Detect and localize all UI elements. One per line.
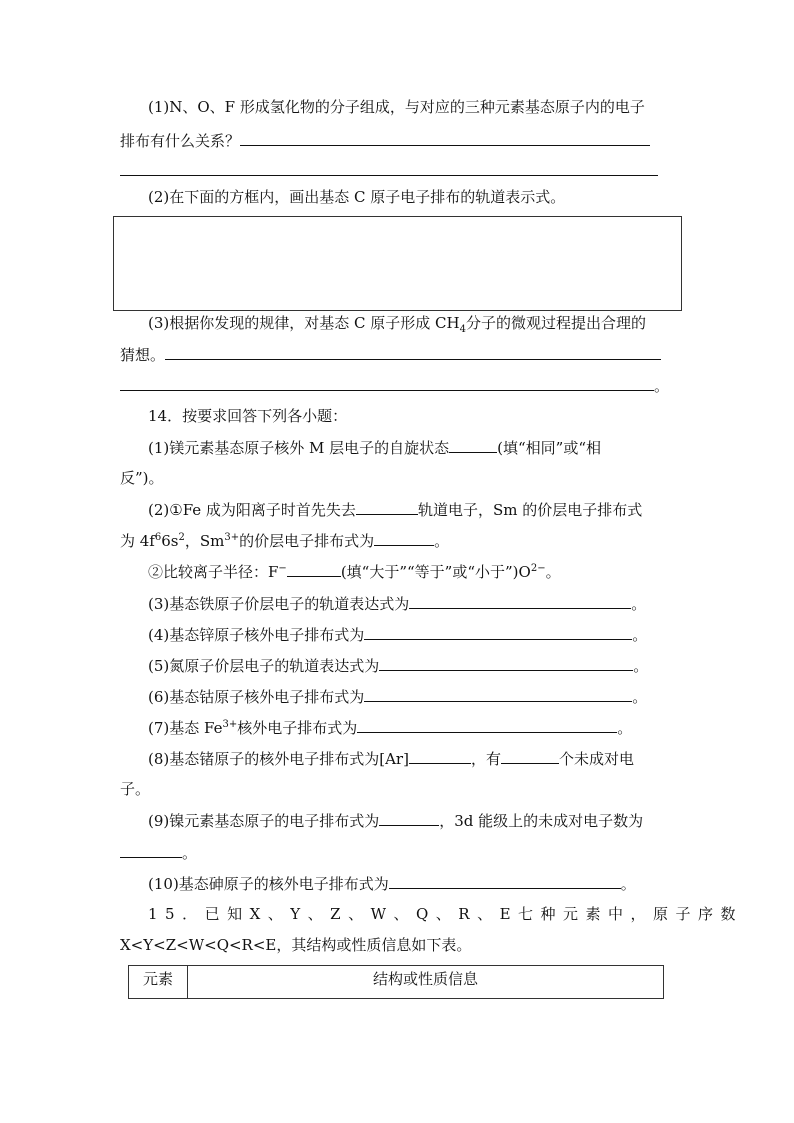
answer-line[interactable] xyxy=(120,175,658,176)
answer-blank[interactable] xyxy=(409,593,631,609)
q14-part2-line1: (2)①Fe 成为阳离子时首先失去 轨道电子，Sm 的价层电子排布式 xyxy=(148,501,643,519)
q13-part2: (2)在下面的方框内，画出基态 C 原子电子排布的轨道表示式。 xyxy=(148,188,566,206)
q14-part2-line2: 为 $4f^66s^2$，$Sm^{3+}$的价层电子排布式为 。 xyxy=(120,532,450,550)
q14-part1-line2: 反”)。 xyxy=(120,469,164,487)
answer-blank[interactable] xyxy=(389,873,621,889)
answer-blank[interactable] xyxy=(357,717,617,733)
table-header-element: 元素 xyxy=(129,966,188,999)
q14-part8-line1: (8)基态锗原子的核外电子排布式为[Ar] ，有 个未成对电 xyxy=(148,750,634,768)
q14-part5: (5)氮原子价层电子的轨道表达式为 。 xyxy=(148,657,649,675)
answer-blank[interactable] xyxy=(240,130,650,146)
q14-part9-line2: 。 xyxy=(120,842,197,863)
answer-blank[interactable] xyxy=(364,686,632,702)
q14-part8-line2: 子。 xyxy=(120,780,151,798)
answer-blank[interactable] xyxy=(364,624,632,640)
q13-part1-line1: (1)N、O、F 形成氢化物的分子组成，与对应的三种元素基态原子内的电子 xyxy=(148,98,645,116)
q13-part3-line3: 。 xyxy=(120,375,669,396)
q15-line2: X<Y<Z<W<Q<R<E，其结构或性质信息如下表。 xyxy=(120,936,472,954)
q14-part6: (6)基态钴原子核外电子排布式为 。 xyxy=(148,688,648,706)
answer-blank[interactable] xyxy=(379,810,439,826)
q13-part3-line1: (3)根据你发现的规律，对基态 C 原子形成 $CH_4$分子的微观过程提出合理的 xyxy=(148,314,646,335)
answer-blank[interactable] xyxy=(501,748,559,764)
q13-part3-line2: 猜想。 xyxy=(120,344,661,365)
q14-title: 14．按要求回答下列各小题： xyxy=(148,407,348,425)
q14-part4: (4)基态锌原子核外电子排布式为 。 xyxy=(148,626,648,644)
answer-blank[interactable] xyxy=(120,375,654,391)
answer-blank[interactable] xyxy=(165,344,661,360)
answer-blank[interactable] xyxy=(449,437,497,453)
table-header-info: 结构或性质信息 xyxy=(188,966,664,999)
q14-part10: (10)基态砷原子的核外电子排布式为 。 xyxy=(148,875,636,893)
q15-line1: 15．已知X、Y、Z、W、Q、R、E七种元素中，原子序数 xyxy=(148,905,744,923)
answer-blank[interactable] xyxy=(409,748,471,764)
q14-part9-line1: (9)镍元素基态原子的电子排布式为 ，3d 能级上的未成对电子数为 xyxy=(148,812,644,830)
q14-part7: (7)基态 $Fe^{3+}$核外电子排布式为 。 xyxy=(148,719,633,737)
answer-blank[interactable] xyxy=(287,561,341,577)
q14-part2-line3: ②比较离子半径：F− (填“大于”“等于”或“小于$”)O^{2-}$。 xyxy=(148,563,561,581)
q14-part3: (3)基态铁原子价层电子的轨道表达式为 。 xyxy=(148,595,647,613)
answer-blank[interactable] xyxy=(356,499,418,515)
table-header-row xyxy=(129,966,664,999)
element-info-table xyxy=(128,965,664,999)
q13-part1-line2: 排布有什么关系？ xyxy=(120,130,650,151)
answer-blank[interactable] xyxy=(374,530,434,546)
drawing-box[interactable] xyxy=(113,216,682,311)
answer-blank[interactable] xyxy=(379,655,633,671)
q14-part1-line1: (1)镁元素基态原子核外 M 层电子的自旋状态 (填“相同”或“相 xyxy=(148,439,602,457)
answer-blank[interactable] xyxy=(120,842,182,858)
